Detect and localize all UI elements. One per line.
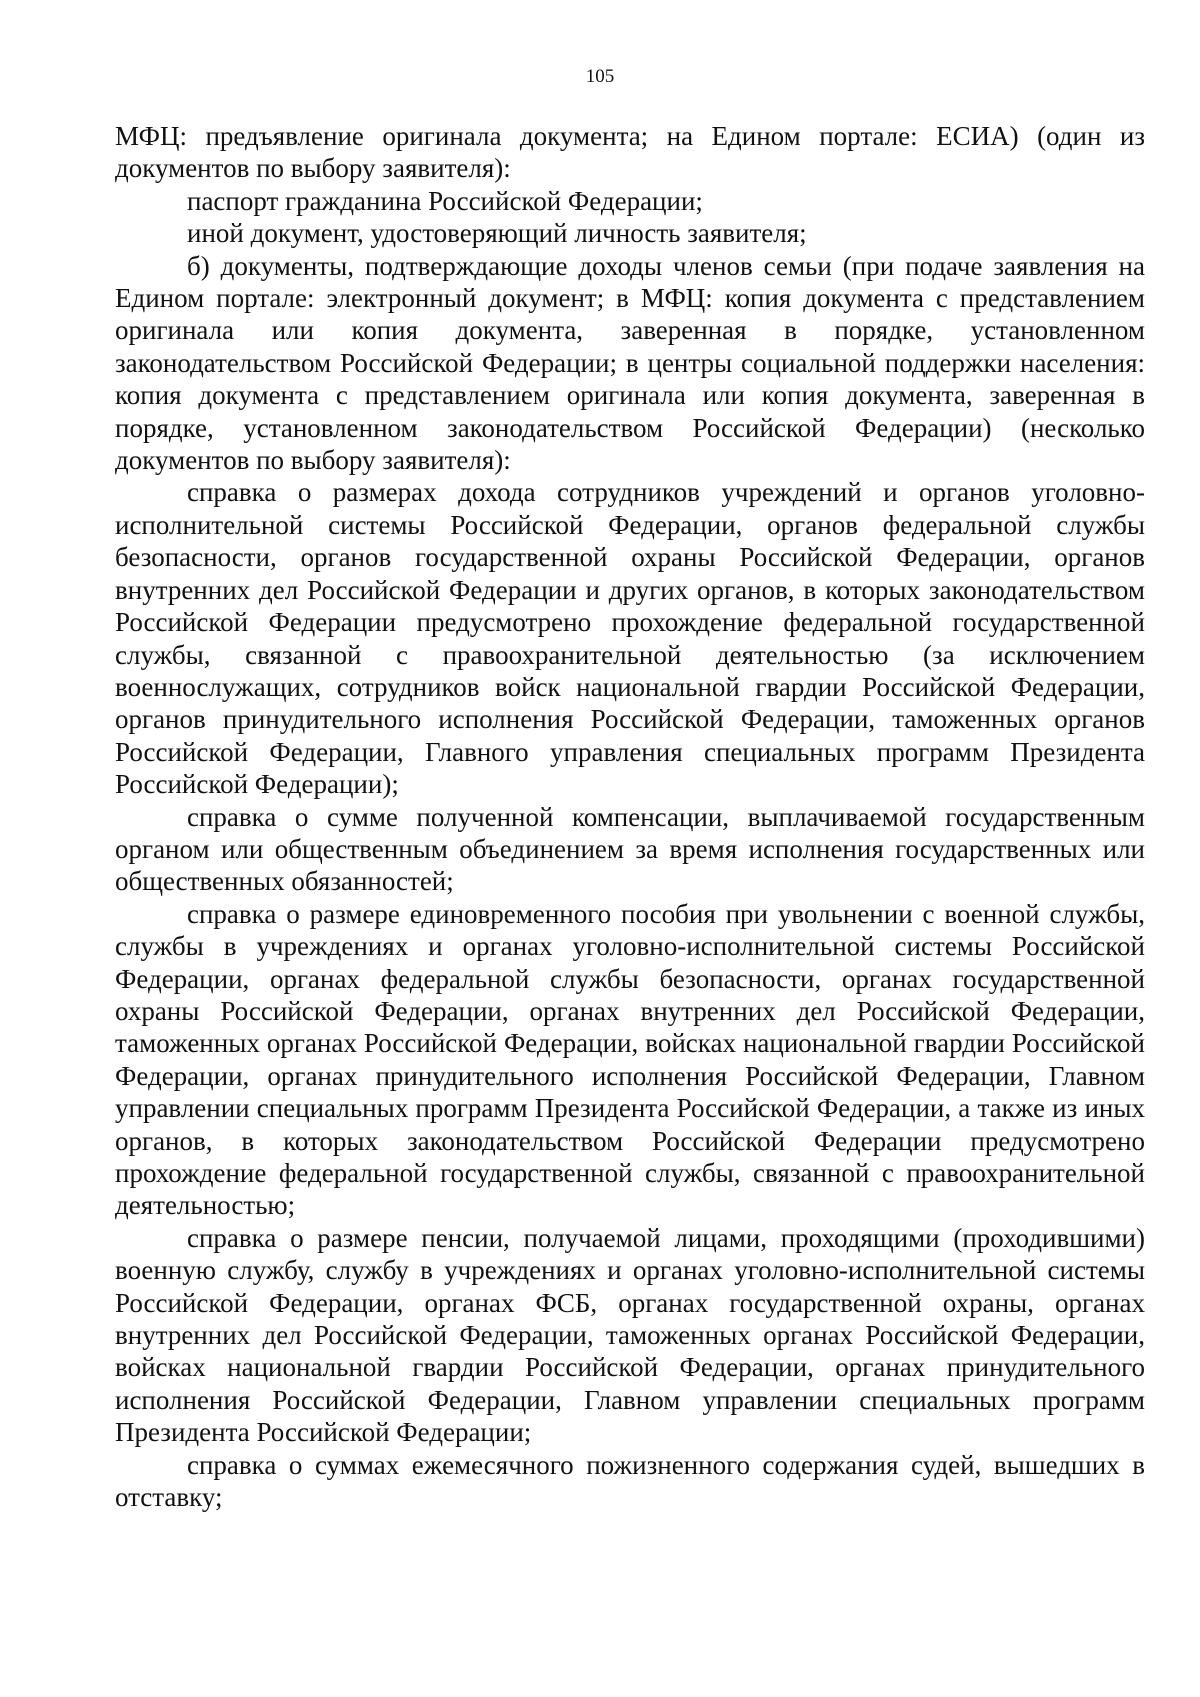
paragraph-other-id: иной документ, удостоверяющий личность заявителя;	[187, 218, 807, 249]
paragraph-continuation: МФЦ: предъявление оригинала документа; на Едином портале: ЕСИА) (один из документов по выбору заявителя):	[115, 121, 1145, 184]
paragraph-pension-certificate: справка о размере пенсии, получаемой лицами, проходящими (проходившими) военную службу, службу в учреждениях и органах уголовно-исполнительной системы Российской Федерации, органах ФСБ, органах государственной охраны, органах внутренних дел Российской Федерации, таможенных органах Российской Федерации, войсках национальной гвардии Российской Федерации, органах принудительного исполнения Российской Федерации, Главном управлении специальных программ Президента Российской Федерации;	[115, 1222, 1145, 1448]
page-number: 105	[585, 66, 615, 87]
paragraph-income-certificate: справка о размерах дохода сотрудников учреждений и органов уголовно-исполнительной системы Российской Федерации, органов федеральной службы безопасности, органов государственной охраны Российской Федерации, органов внутренних дел Российской Федерации и других органов, в которых законодательством Российской Федерации предусмотрено прохождение федеральной государственной службы, связанной с правоохранительной деятельностью (за исключением военнослужащих, сотрудников войск национальной гвардии Российской Федерации, органов принудительного исполнения Российской Федерации, таможенных органов Российской Федерации, Главного управления специальных программ Президента Российской Федерации);	[115, 477, 1145, 800]
paragraph-passport: паспорт гражданина Российской Федерации;	[187, 185, 703, 216]
paragraph-compensation-certificate: справка о сумме полученной компенсации, выплачиваемой государственным органом или общественным объединением за время исполнения государственных или общественных обязанностей;	[115, 801, 1145, 897]
paragraph-severance-certificate: справка о размере единовременного пособия при увольнении с военной службы, службы в учреждениях и органах уголовно-исполнительной системы Российской Федерации, органах федеральной службы безопасности, органах государственной охраны Российской Федерации, органах внутренних дел Российской Федерации, таможенных органах Российской Федерации, войсках национальной гвардии Российской Федерации, органах принудительного исполнения Российской Федерации, Главном управлении специальных программ Президента Российской Федерации, а также из иных органов, в которых законодательством Российской Федерации предусмотрено прохождение федеральной государственной службы, связанной с правоохранительной деятельностью;	[115, 898, 1145, 1221]
paragraph-income-documents: б) документы, подтверждающие доходы членов семьи (при подаче заявления на Едином портале: электронный документ; в МФЦ: копия документа с представлением оригинала или копия документа, заверенная в порядке, установленном законодательством Российской Федерации; в центры социальной поддержки населения: копия документа с представлением оригинала или копия документа, заверенная в порядке, установленном законодательством Российской Федерации) (несколько документов по выбору заявителя):	[115, 250, 1145, 476]
paragraph-judges-maintenance: справка о суммах ежемесячного пожизненного содержания судей, вышедших в отставку;	[115, 1449, 1145, 1513]
document-body	[115, 120, 1145, 1513]
